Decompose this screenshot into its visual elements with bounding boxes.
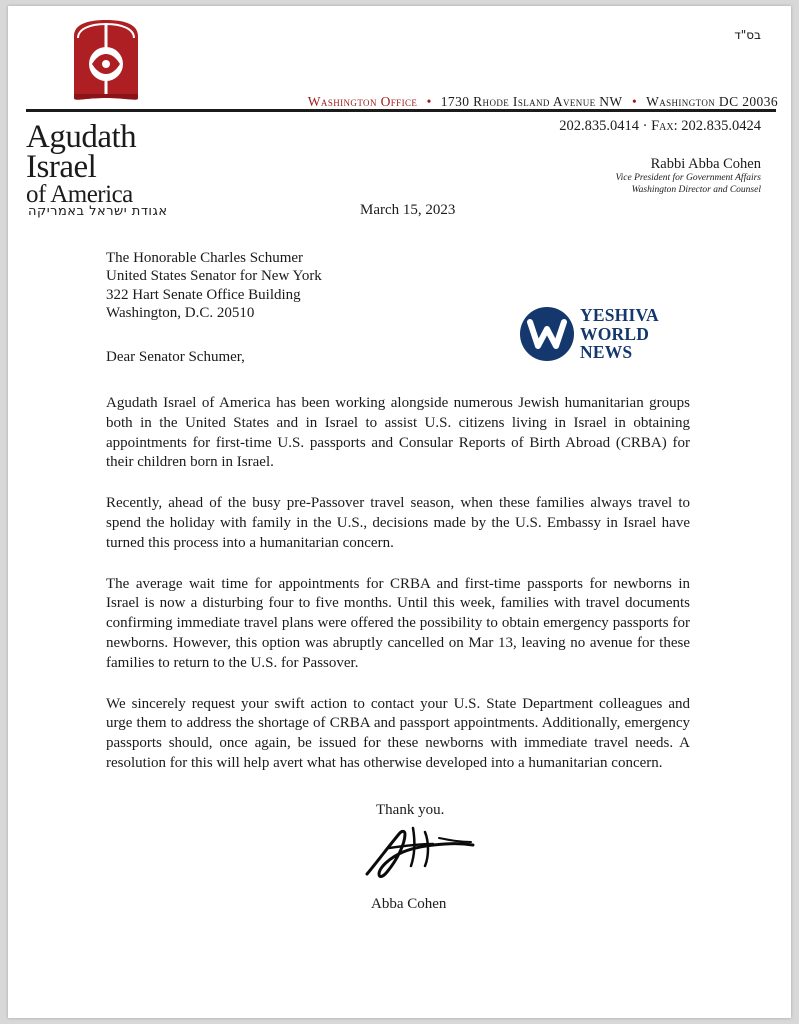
street-address: 1730 Rhode Island Avenue NW: [440, 94, 623, 109]
org-name-line-1: Agudath: [26, 119, 137, 155]
contact-title-1: Vice President for Government Affairs: [615, 173, 761, 183]
phone-fax-text: 202.835.0414 · Fax: 202.835.0424: [559, 118, 761, 134]
document-page: [8, 6, 791, 1018]
separator-dot-1: •: [426, 94, 432, 109]
org-name-hebrew: אגודת ישראל באמריקה: [28, 204, 168, 219]
organization-name: [26, 119, 201, 208]
closing-text: Thank you.: [376, 802, 445, 818]
org-name-line-3: of America: [26, 180, 133, 208]
salutation: Dear Senator Schumer,: [106, 349, 245, 365]
phone-fax-line: [559, 118, 761, 135]
signer-name: Abba Cohen: [371, 896, 447, 912]
org-name-line-2: Israel: [26, 149, 97, 186]
watermark-line-2: WORLD: [580, 323, 650, 344]
letter-body: [106, 394, 690, 795]
body-paragraph-1: Agudath Israel of America has been working alongside numerous Jewish humanitarian groups both in the United States and in Israel to assist U.S. citizens living in Israel in obtaining appointments for first-time U.S. passports and Consular Reports of Birth Abroad (CRBA) for their children born in Israel.: [106, 395, 690, 471]
separator-dot-2: •: [631, 94, 637, 109]
recipient-line-1: The Honorable Charles Schumer: [106, 250, 304, 266]
body-paragraph-2: Recently, ahead of the busy pre-Passover travel season, when these families always travel to spend the holiday with family in the U.S., decisions made by the U.S. Embassy in Israel have turned this process into a humanitarian concern.: [106, 495, 690, 551]
yeshiva-world-news-w-mark-icon: [518, 305, 576, 363]
contact-name: Rabbi Abba Cohen: [650, 156, 761, 172]
yeshiva-world-news-watermark: [514, 302, 694, 366]
contact-title-2: Washington Director and Counsel: [631, 184, 761, 195]
recipient-line-2: United States Senator for New York: [106, 268, 322, 285]
watermark-line-1: YESHIVA: [580, 304, 659, 325]
bsd-mark: בס"ד: [734, 28, 761, 42]
contact-block: [616, 156, 761, 197]
city-state-zip: Washington DC 20036: [646, 94, 778, 109]
handwritten-signature-icon: [353, 818, 483, 890]
recipient-line-4: Washington, D.C. 20510: [106, 305, 255, 322]
open-book-with-eagle-emblem-icon: [68, 18, 144, 104]
recipient-line-3: 322 Hart Senate Office Building: [106, 286, 301, 303]
watermark-text: [580, 306, 659, 362]
recipient-address: [106, 249, 322, 323]
washington-office-label: Washington Office: [307, 94, 418, 109]
letter-date: March 15, 2023: [360, 202, 456, 218]
body-paragraph-3: The average wait time for appointments for CRBA and first-time passports for newborns in Israel is now a disturbing four to five months. Until this week, families with travel documents confirming immediate travel plans were offered the possibility to obtain emergency passports for newborns. However, this option was abruptly cancelled on Mar 13, leaving no avenue for these families to return to the U.S. for Passover.: [106, 575, 690, 671]
letterhead-address-line: [213, 94, 778, 110]
body-paragraph-4: We sincerely request your swift action to contact your U.S. State Department colleagues and urge them to address the shortage of CRBA and passport appointments. Additionally, emergency passports should, once again, be issued for these newborns with immediate travel needs. A resolution for this will help avert what has otherwise developed into a humanitarian concern.: [106, 695, 690, 771]
organization-logo: [26, 18, 206, 219]
watermark-line-3: NEWS: [580, 342, 633, 363]
